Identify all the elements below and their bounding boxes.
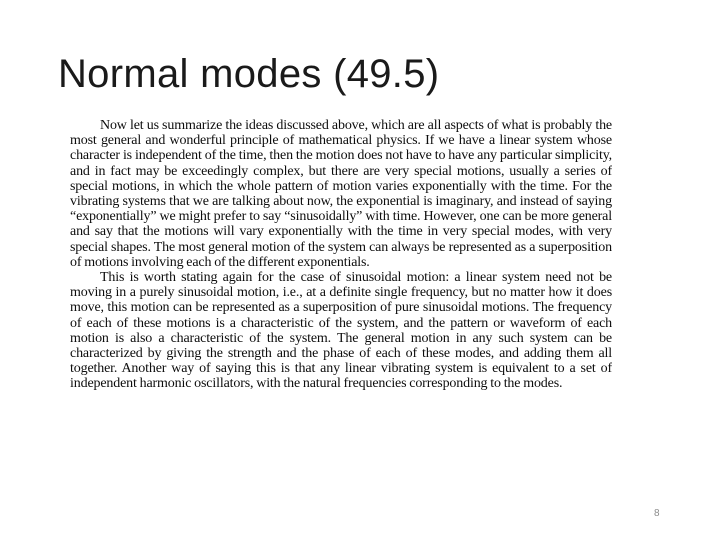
excerpt-paragraph-1-text: Now let us summarize the ideas discussed above, which are all aspects of what is probably the most general and wonderful principle of mathematical physics. If we have a linear system whose character is independent of the time, then the motion does not have to have any particular simplicity, and in fact may be exceedingly complex, but there are very special motions, usually a series of special motions, in which the whole pattern of motion varies exponentially with the time. For the vibrating systems that we are talking about now, the exponential is imaginary, and instead of saying “exponentially” we might prefer to say “sinusoidally” with time. However, one can be more general and say that the motions will vary exponentially with the time in very special modes, with very special shapes. The most general motion of the system can always be represented as a superposition of motions involving each of the different exponentials. [70, 118, 612, 270]
page-number: 8 [654, 508, 660, 519]
slide-title: Normal modes (49.5) [58, 52, 440, 96]
excerpt-paragraph-2 [70, 270, 612, 392]
excerpt-paragraph-1 [70, 118, 612, 270]
excerpt-paragraph-2-text: This is worth stating again for the case of sinusoidal motion: a linear system need not be moving in a purely sinusoidal motion, i.e., at a definite single frequency, but no matter how it does move, this motion can be represented as a superposition of pure sinusoidal motions. The frequency of each of these motions is a characteristic of the system, and the pattern or waveform of each motion is also a characteristic of the system. The general motion in any such system can be characterized by giving the strength and the phase of each of these modes, and adding them all together. Another way of saying this is that any linear vibrating system is equivalent to a set of independent harmonic oscillators, with the natural frequencies corresponding to the modes. [70, 270, 612, 392]
scanned-text-excerpt [70, 118, 612, 530]
